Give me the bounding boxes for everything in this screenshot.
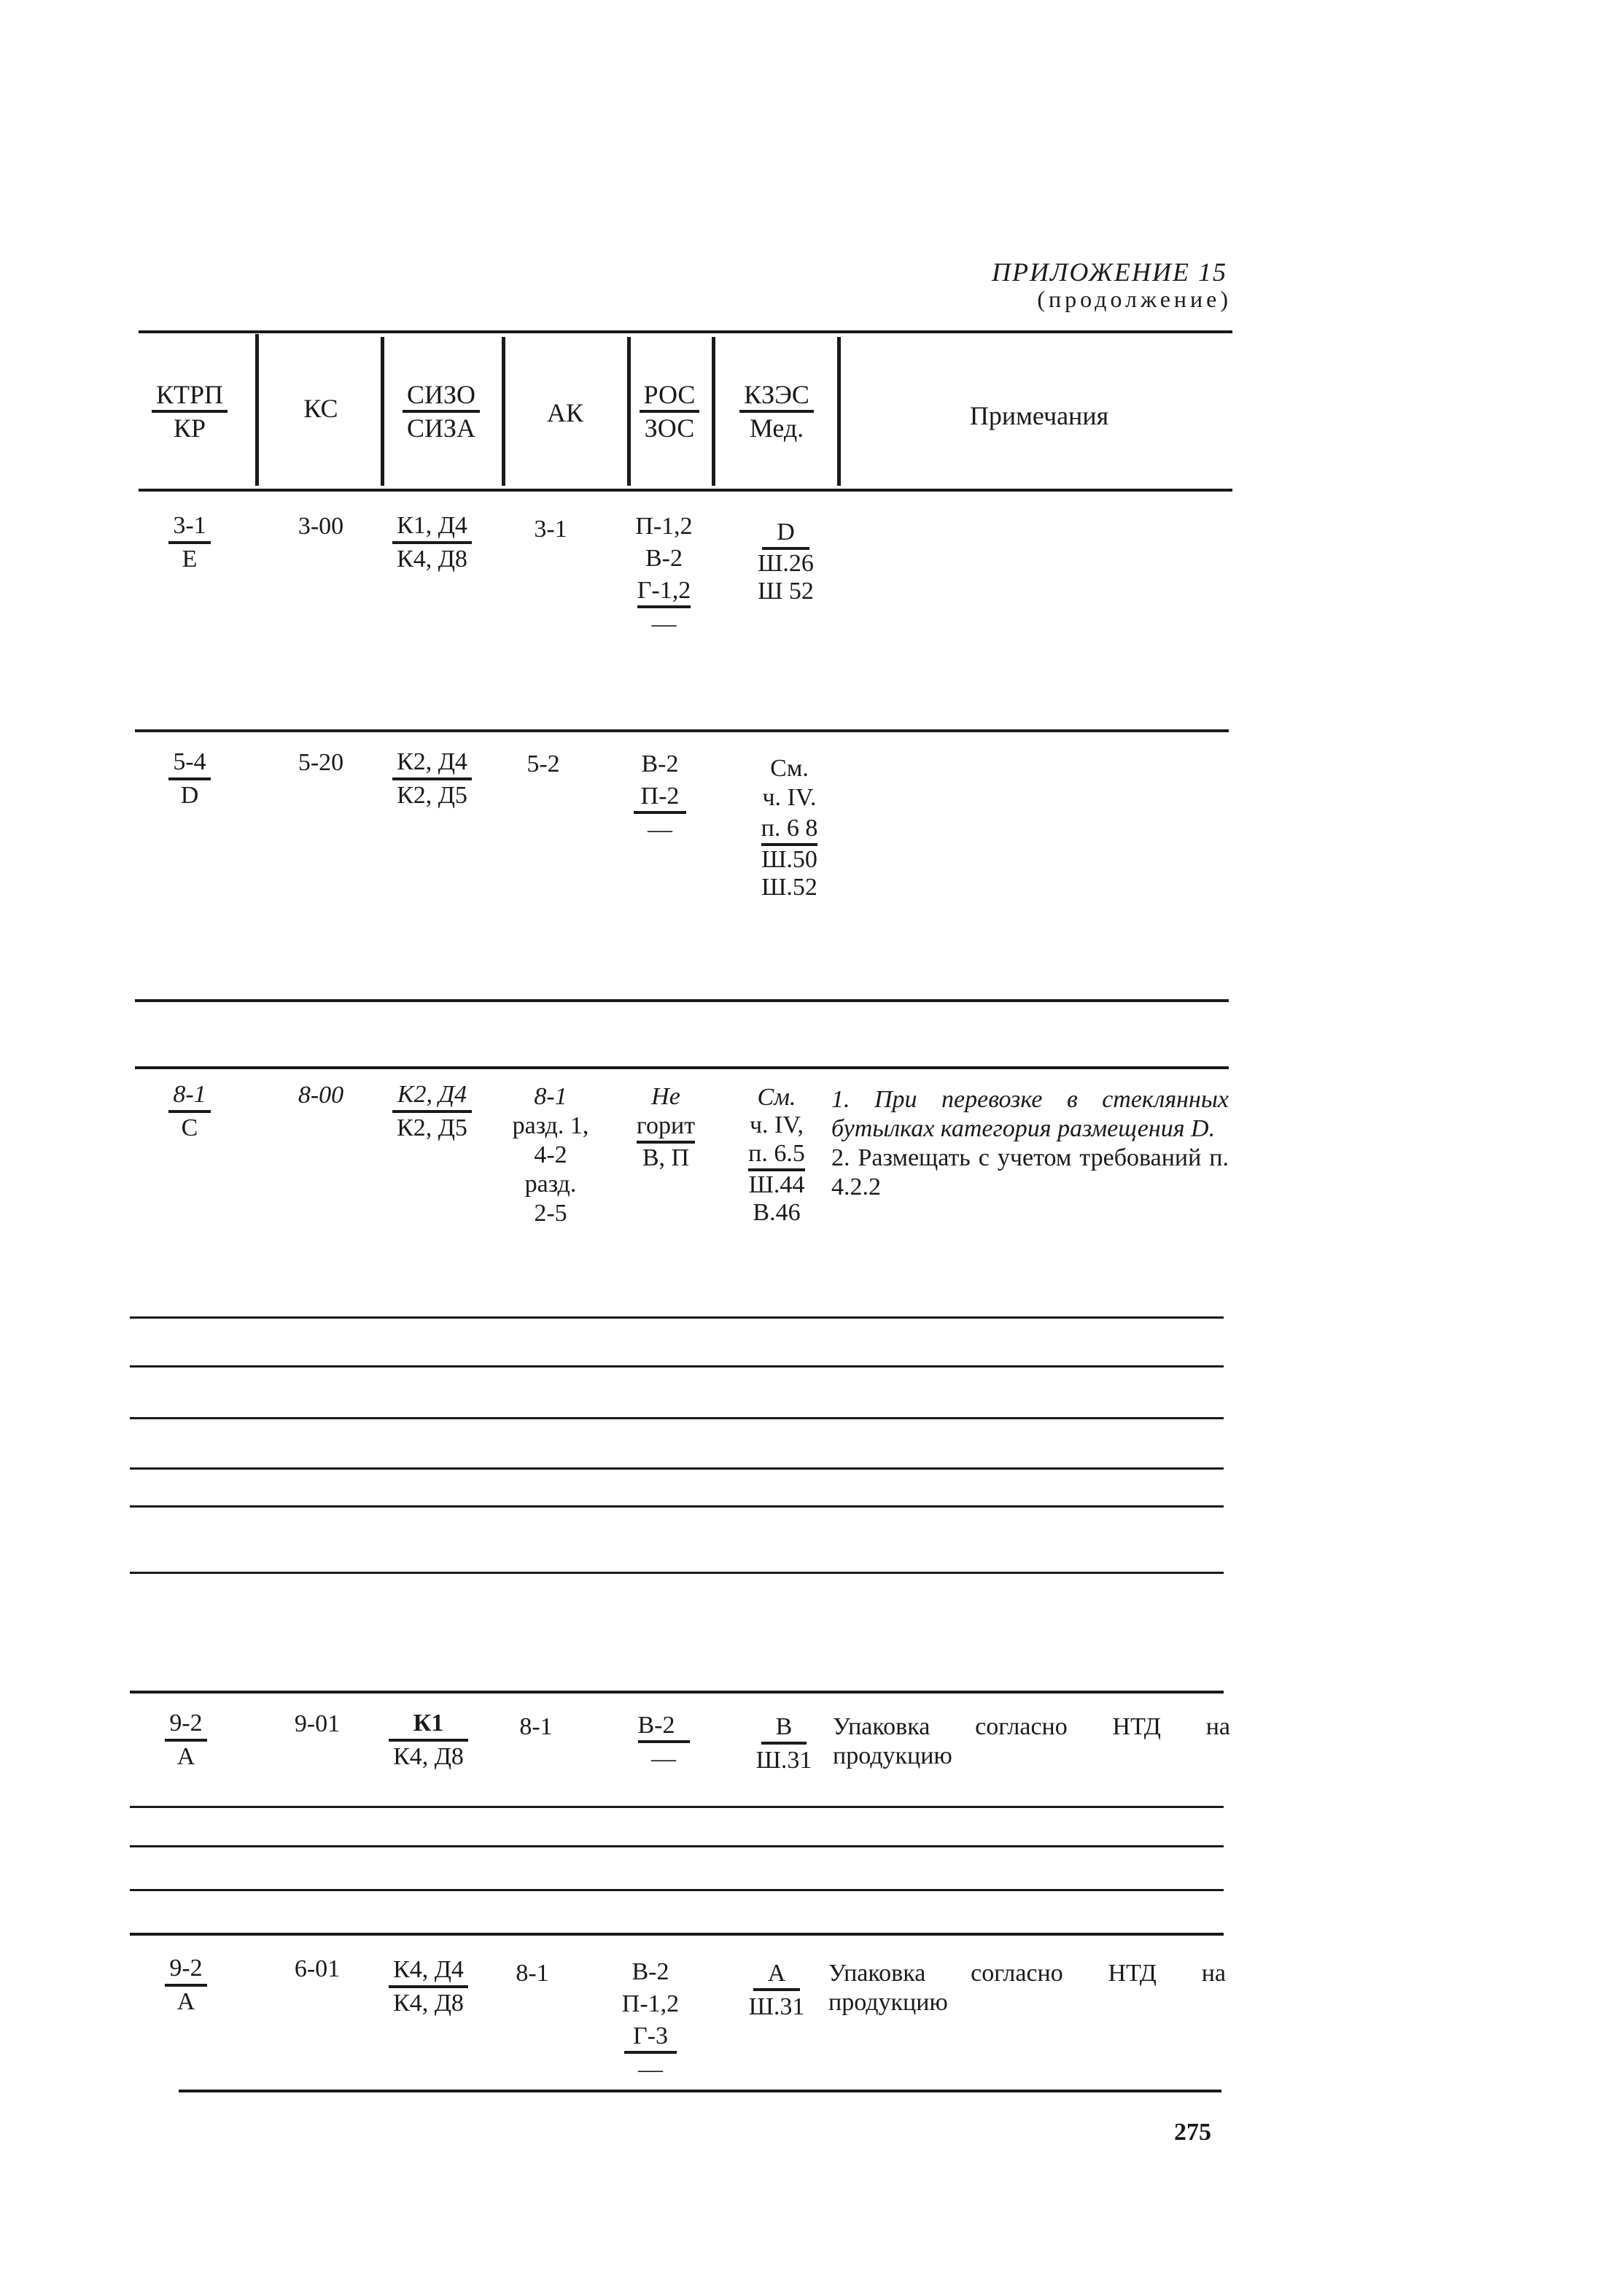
table-row-2-kzes: См. ч. IV. п. 6 8 Ш.50 Ш.52 bbox=[761, 755, 818, 901]
column-header-kzes: $\frac{\text{КЗЭС}}{\text{Мед.}}$ bbox=[722, 379, 831, 444]
table-row-4-notes: Упаковка согласно НТД на продукцию bbox=[833, 1713, 1230, 1769]
table-row-5-ks: 6-01 bbox=[294, 1955, 341, 1982]
table-row-2-ktrp: $\frac{5-4}{D}$ bbox=[131, 747, 248, 812]
table-row-5-kzes: А Ш.31 bbox=[748, 1960, 805, 2020]
table-row-4-ak: 8-1 bbox=[519, 1713, 553, 1740]
row-separator bbox=[135, 1066, 1229, 1069]
table-row-3-ros: Не горит В, П bbox=[636, 1083, 696, 1171]
table-row-5-ros: В-2 П-1,2 Г-3 — bbox=[621, 1958, 680, 2083]
table-row-2-ks: 5-20 bbox=[298, 749, 344, 776]
column-header-ros: $\frac{\text{РОС}}{\text{ЗОС}}$ bbox=[629, 379, 710, 444]
table-row-3-ktrp: $\frac{8-1}{C}$ bbox=[131, 1079, 248, 1144]
row-separator bbox=[130, 1933, 1224, 1936]
table-row-3-ks: 8-00 bbox=[298, 1082, 344, 1109]
table-row-2-sizo: $\frac{К2, Д4}{К2, Д5}$ bbox=[368, 747, 496, 812]
column-header-ktrp: $\frac{\text{КТРП}}{КР}$ bbox=[131, 379, 248, 444]
table-row-1-ks: 3-00 bbox=[298, 513, 344, 540]
table-row-5-sizo: $\frac{К4, Д4}{К4, Д8}$ bbox=[365, 1955, 492, 2020]
blank-row-rule bbox=[130, 1889, 1224, 1891]
table-row-4-sizo: $\frac{К1}{К4, Д8}$ bbox=[365, 1708, 492, 1773]
table-row-3-notes: 1. При перевозке в стеклянных бутылках категория размещения D. 2. Размещать с учетом требований п. 4.2.2 bbox=[831, 1086, 1229, 1200]
table-row-1-sizo: $\frac{К1, Д4}{К4, Д8}$ bbox=[368, 511, 496, 575]
appendix-title: ПРИЛОЖЕНИЕ 15 bbox=[992, 257, 1227, 287]
blank-row-rule bbox=[130, 1316, 1224, 1319]
table-row-5-ktrp: $\frac{9-2}{A}$ bbox=[128, 1953, 244, 2018]
table-row-3-kzes: См. ч. IV, п. 6.5 Ш.44 В.46 bbox=[748, 1084, 805, 1226]
table-row-1-ak: 3-1 bbox=[534, 516, 567, 543]
table-bottom-rule bbox=[179, 2090, 1221, 2092]
blank-row-rule bbox=[130, 1505, 1224, 1508]
row-separator bbox=[135, 999, 1229, 1002]
table-row-1-ktrp: $\frac{3-1}{E}$ bbox=[131, 511, 248, 575]
column-header-sizo: $\frac{\text{СИЗО}}{\text{СИЗА}}$ bbox=[379, 379, 503, 444]
blank-row-rule bbox=[130, 1572, 1224, 1574]
blank-row-rule bbox=[130, 1417, 1224, 1419]
table-row-1-ros: П-1,2 В-2 Г-1,2 — bbox=[635, 513, 693, 637]
row-separator bbox=[130, 1691, 1224, 1694]
header-column-divider bbox=[712, 337, 715, 486]
table-header-rule bbox=[139, 489, 1232, 492]
table-row-3-ak: 8-1 разд. 1, 4-2 разд. 2-5 bbox=[512, 1083, 589, 1227]
appendix-subtitle: (продолжение) bbox=[1037, 286, 1232, 312]
table-row-4-ktrp: $\frac{9-2}{A}$ bbox=[128, 1708, 244, 1773]
table-row-5-ak: 8-1 bbox=[516, 1960, 549, 1987]
table-row-4-kzes: В Ш.31 bbox=[755, 1713, 812, 1774]
table-row-4-ros: В-2 — bbox=[613, 1710, 715, 1775]
blank-row-rule bbox=[130, 1806, 1224, 1808]
blank-row-rule bbox=[130, 1467, 1224, 1470]
blank-row-rule bbox=[130, 1845, 1224, 1847]
table-top-rule bbox=[139, 330, 1232, 333]
table-row-4-ks: 9-01 bbox=[294, 1710, 341, 1737]
page-number: 275 bbox=[1174, 2119, 1211, 2146]
blank-row-rule bbox=[130, 1365, 1224, 1367]
header-column-divider bbox=[837, 337, 841, 486]
column-header-notes: Примечания bbox=[969, 401, 1109, 430]
table-row-3-sizo: $\frac{К2, Д4}{К2, Д5}$ bbox=[368, 1079, 496, 1144]
table-row-2-ak: 5-2 bbox=[527, 750, 560, 777]
header-column-divider bbox=[255, 334, 259, 486]
table-row-1-kzes: D Ш.26 Ш 52 bbox=[758, 519, 814, 605]
column-header-ks: КС bbox=[303, 394, 338, 423]
row-separator bbox=[135, 729, 1229, 732]
table-row-2-ros: В-2 П-2 — bbox=[609, 748, 711, 846]
table-row-5-notes: Упаковка согласно НТД на продукцию bbox=[828, 1960, 1226, 2016]
column-header-ak: АК bbox=[546, 398, 583, 427]
